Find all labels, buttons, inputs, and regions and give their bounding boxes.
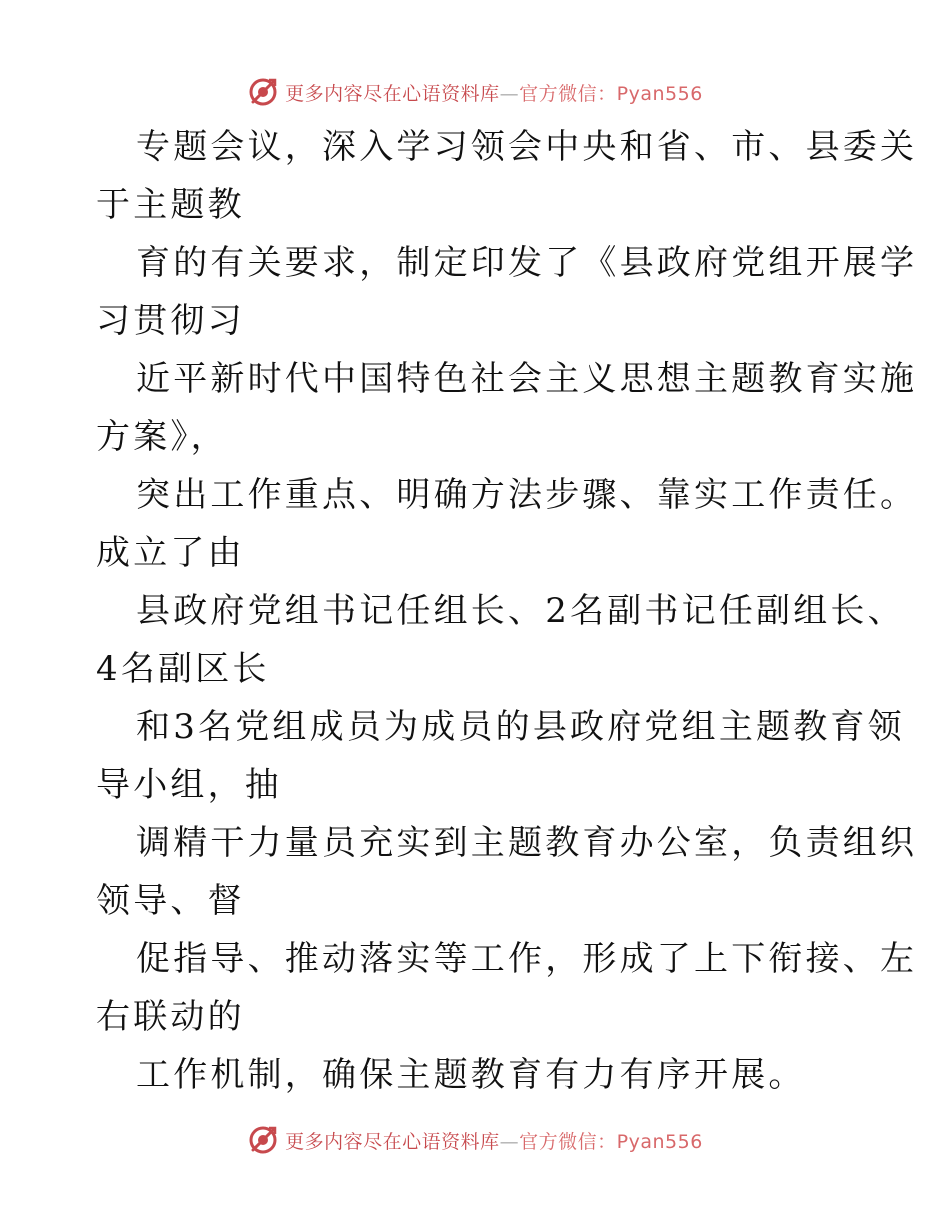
text-line: 突出工作重点、明确方法步骤、靠实工作责任。 bbox=[136, 475, 918, 515]
footer-watermark bbox=[0, 1120, 950, 1160]
paragraph bbox=[96, 466, 918, 582]
text-line: 专题会议，深入学习领会中央和省、市、县委关 bbox=[136, 127, 918, 167]
logo-icon bbox=[247, 76, 279, 108]
document-body bbox=[96, 118, 918, 1104]
banner-main-text: 更多内容尽在心语资料库 bbox=[285, 1130, 500, 1153]
paragraph bbox=[96, 930, 918, 1046]
banner-text bbox=[285, 79, 703, 106]
text-line: 于主题教 bbox=[96, 185, 245, 225]
banner-separator: — bbox=[499, 82, 520, 105]
banner-wechat-text: 官方微信：Pyan556 bbox=[519, 1130, 703, 1153]
paragraph bbox=[96, 350, 918, 466]
text-line: 方案》， bbox=[96, 417, 228, 457]
text-line: 工作机制，确保主题教育有力有序开展。 bbox=[136, 1055, 806, 1095]
paragraph bbox=[96, 814, 918, 930]
banner-main-text: 更多内容尽在心语资料库 bbox=[285, 82, 500, 105]
text-line: 县政府党组书记任组长、2名副书记任副组长、 bbox=[136, 591, 905, 631]
text-line: 右联动的 bbox=[96, 997, 245, 1037]
text-line: 和3名党组成员为成员的县政府党组主题教育领 bbox=[136, 707, 905, 747]
paragraph bbox=[96, 582, 905, 698]
banner-separator: — bbox=[499, 1130, 520, 1153]
text-line: 育的有关要求，制定印发了《县政府党组开展学 bbox=[136, 243, 918, 283]
banner-wechat-text: 官方微信：Pyan556 bbox=[519, 82, 703, 105]
text-line: 领导、督 bbox=[96, 881, 245, 921]
logo-icon bbox=[247, 1124, 279, 1156]
banner-text bbox=[285, 1127, 703, 1154]
paragraph bbox=[96, 234, 918, 350]
text-line: 近平新时代中国特色社会主义思想主题教育实施 bbox=[136, 359, 918, 399]
text-line: 4名副区长 bbox=[96, 649, 270, 689]
text-line: 促指导、推动落实等工作，形成了上下衔接、左 bbox=[136, 939, 918, 979]
paragraph bbox=[96, 118, 918, 234]
text-line: 调精干力量员充实到主题教育办公室，负责组织 bbox=[136, 823, 918, 863]
text-line: 习贯彻习 bbox=[96, 301, 245, 341]
text-line: 成立了由 bbox=[96, 533, 245, 573]
text-line: 导小组，抽 bbox=[96, 765, 282, 805]
header-watermark bbox=[0, 72, 950, 112]
paragraph bbox=[96, 1046, 856, 1104]
paragraph bbox=[96, 698, 905, 814]
